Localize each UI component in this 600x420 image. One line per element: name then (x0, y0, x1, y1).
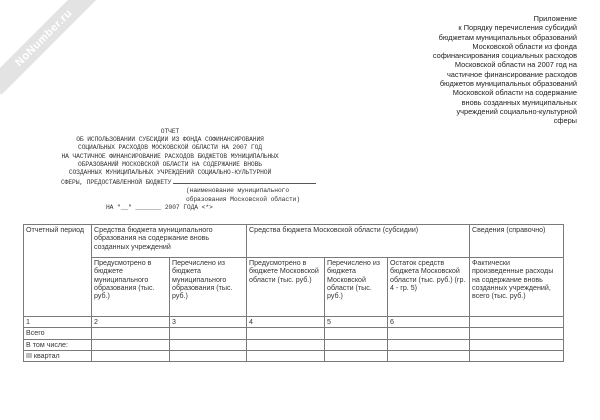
table-cell[interactable] (170, 350, 247, 361)
watermark: NoNumber.ru (0, 0, 101, 95)
table-row (24, 339, 564, 350)
table-cell[interactable] (325, 350, 388, 361)
report-title-line: СОЗДАННЫХ МУНИЦИПАЛЬНЫХ УЧРЕЖДЕНИЙ СОЦИАЛЬНО-КУЛЬТУРНОЙ (68, 169, 272, 177)
appendix-line: Московской области на содержание (452, 88, 577, 98)
column-number: 1 (24, 317, 92, 328)
table-cell[interactable] (92, 350, 170, 361)
municipality-name-field[interactable] (173, 177, 316, 184)
header-col-4: Предусмотрено в бюджете Московской области (тыс. руб.) (247, 258, 325, 317)
appendix-line: софинансирования социальных расходов (432, 51, 577, 61)
header-regional-budget: Средства бюджета Московской области (субсидии) (247, 225, 470, 258)
table-cell[interactable] (325, 339, 388, 350)
appendix-note (367, 14, 577, 126)
table-cell[interactable] (247, 339, 325, 350)
row-label: В том числе: (24, 339, 92, 350)
appendix-line: Московской области из фонда (472, 41, 577, 51)
column-number-row (24, 317, 564, 328)
header-col-5: Перечислено из бюджета Московской области (тыс. руб.) (325, 258, 388, 317)
report-title-line: ОБРАЗОВАНИЙ МОСКОВСКОЙ ОБЛАСТИ НА СОДЕРЖАНИЕ ВНОВЬ (78, 160, 262, 168)
field-caption: образования Московской области) (186, 195, 301, 203)
table-cell[interactable] (470, 339, 564, 350)
table-cell[interactable] (92, 328, 170, 339)
column-number: 4 (247, 317, 325, 328)
report-title-last-line (0, 177, 340, 187)
appendix-line: бюджетам муниципальных образований (438, 32, 577, 42)
appendix-line: вновь созданных муниципальных (461, 97, 577, 107)
header-col-2: Предусмотрено в бюджете муниципального образования (тыс. руб.) (92, 258, 170, 317)
table-cell[interactable] (388, 328, 470, 339)
header-period: Отчетный период (24, 225, 92, 317)
table-cell[interactable] (247, 328, 325, 339)
table-cell[interactable] (325, 328, 388, 339)
report-recipient-label: СФЕРЫ, ПРЕДОСТАВЛЕННОЙ БЮДЖЕТУ (61, 179, 172, 187)
table-row (24, 350, 564, 361)
appendix-line: Приложение (533, 14, 577, 23)
header-col-3: Перечислено из бюджета муниципального образования (тыс. руб.) (170, 258, 247, 317)
column-number: 2 (92, 317, 170, 328)
table-cell[interactable] (247, 350, 325, 361)
row-label: Всего (24, 328, 92, 339)
appendix-line: бюджетов муниципальных образований (439, 79, 577, 89)
column-number: 3 (170, 317, 247, 328)
report-title-line: ОБ ИСПОЛЬЗОВАНИИ СУБСИДИИ ИЗ ФОНДА СОФИНАНСИРОВАНИЯ (76, 136, 264, 144)
report-date-line: НА "__" _______ 2007 ГОДА <*> (106, 203, 213, 211)
table-cell[interactable] (92, 339, 170, 350)
table-cell[interactable] (470, 328, 564, 339)
report-title-line: СОЦИАЛЬНЫХ РАСХОДОВ МОСКОВСКОЙ ОБЛАСТИ НА 2007 ГОД (78, 144, 262, 152)
field-caption: (наименование муниципального (186, 187, 290, 195)
appendix-line: сферы (553, 116, 577, 126)
report-title-line: НА ЧАСТИЧНОЕ ФИНАНСИРОВАНИЕ РАСХОДОВ БЮДЖЕТОВ МУНИЦИПАЛЬНЫХ (61, 152, 279, 160)
header-col-6: Остаток средств бюджета Московской области (тыс. руб.) (гр. 4 - гр. 5) (388, 258, 470, 317)
table-cell[interactable] (170, 328, 247, 339)
appendix-line: Московской области на 2007 год на (454, 60, 577, 70)
column-number: 5 (325, 317, 388, 328)
table-header-row (24, 225, 564, 258)
report-heading (0, 128, 340, 212)
table-cell[interactable] (170, 339, 247, 350)
appendix-line: частичное финансирование расходов (446, 69, 577, 79)
appendix-line: к Порядку перечисления субсидий (458, 23, 577, 33)
appendix-line: учреждений социально-культурной (456, 106, 577, 116)
row-label: III квартал (24, 350, 92, 361)
table-cell[interactable] (388, 339, 470, 350)
table-cell[interactable] (470, 350, 564, 361)
header-col-7: Фактически произведенные расходы на содержание вновь созданных учреждений, всего (тыс. руб.) (470, 258, 564, 317)
table-row (24, 328, 564, 339)
table-cell[interactable] (388, 350, 470, 361)
report-table (23, 224, 564, 362)
header-info: Сведения (справочно) (470, 225, 564, 258)
column-number (470, 317, 564, 328)
table-subheader-row (24, 258, 564, 317)
header-municipal-budget: Средства бюджета муниципального образования на содержание вновь созданных учреждений (92, 225, 247, 258)
report-title: ОТЧЕТ (160, 128, 180, 135)
column-number: 6 (388, 317, 470, 328)
